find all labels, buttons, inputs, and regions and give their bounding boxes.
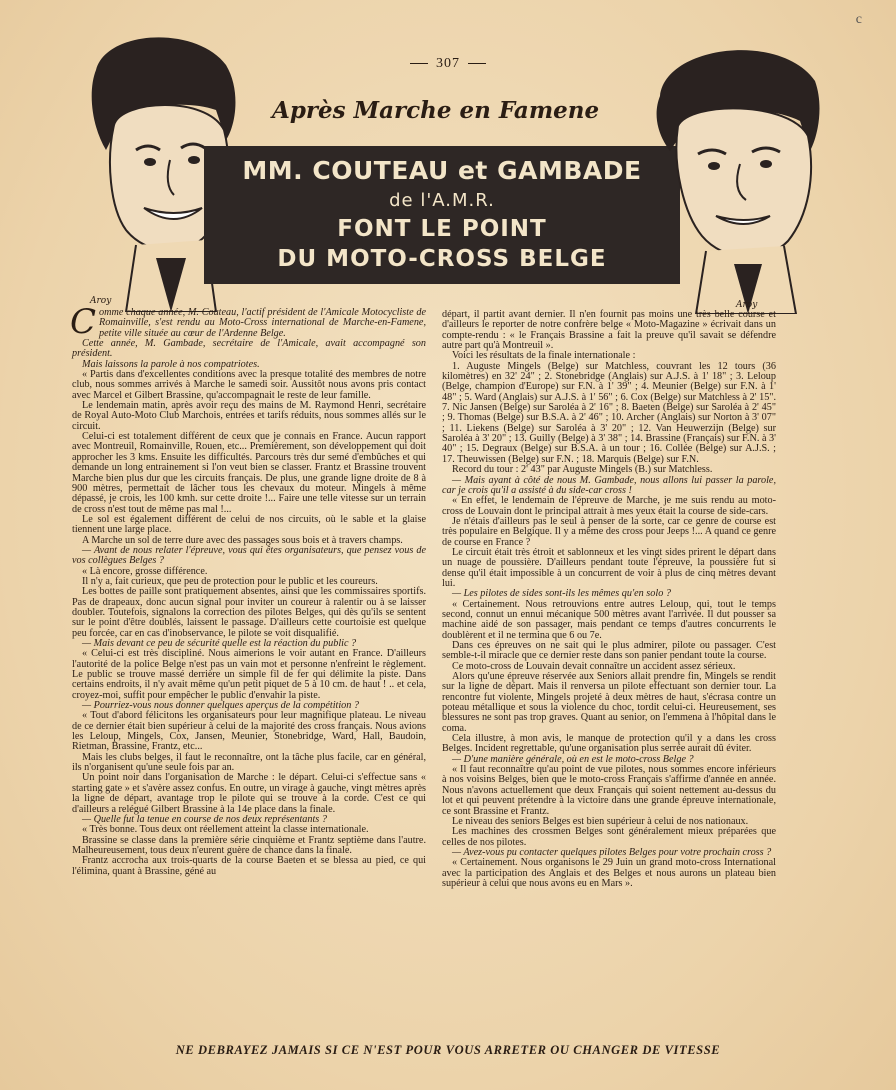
paragraph-text: « Il faut reconnaître qu'au point de vue pilotes, nous sommes encore inférieurs à nos voisins Belges, bien que le moto-cross Français s'affirme d'année en année. Nous n'avons actuellement que deux Français qui soient nettement au-dessus du lot et qui peuvent prétendre à la victoire dans une grande épreuve internationale, ce sont Brassine et Frantz. <box>442 764 776 817</box>
drop-cap: C <box>70 302 97 342</box>
article-paragraph <box>442 827 776 848</box>
paragraph-text: Un point noir dans l'organisation de Marche : le départ. Celui-ci s'effectue sans « starting gate » et s'avère assez confus. En outre, un virage à gauche, vingt mètres après la ligne de départ, avantage trop le pilote qui se trouve à la corde. C'est ce qui d'ailleurs a relégué Gilbert Brassine à la 14e place dans la finale. <box>72 772 426 815</box>
signature-right: Aroy <box>736 300 758 310</box>
paragraph-text: « Partis dans d'excellentes conditions avec la presque totalité des membres de notre club, nous sommes arrivés à Marche le samedi soir. Aussitôt nous avons pris contact avec Marcel et Gilbert Brassine, qu'accompagnait le reste de leur famille. <box>72 369 426 401</box>
article-paragraph <box>70 302 426 342</box>
article-paragraph <box>72 587 426 639</box>
article-paragraph <box>442 600 776 641</box>
article-paragraph <box>442 672 776 734</box>
article-paragraph <box>442 734 776 755</box>
paragraph-text: Voici les résultats de la finale internationale : <box>452 350 636 362</box>
paragraph-text: « En effet, le lendemain de l'épreuve de Marche, je me suis rendu au moto-cross de Louvain dont le principal attrait à mes yeux était la course de side-cars. <box>442 495 776 517</box>
paragraph-text: Il n'y a, fait curieux, que peu de protection pour le public et les coureurs. <box>82 575 378 587</box>
article-paragraph <box>442 765 776 817</box>
paragraph-text: Dans ces épreuves on ne sait qui le plus admirer, pilote ou passager. C'est semble-t-il miracle que ce dernier reste dans son panier pendant toute la course. <box>442 640 776 662</box>
paragraph-text: « Celui-ci est très discipliné. Nous aimerions le voir autant en France. D'ailleurs l'autorité de la police Belge n'est pas un vain mot et personne n'enfreint le règlement. Le public se trouve massé derrière un simple fil de fer qui délimite la piste. Dans certains endroits, il n'y avait même qu'un petit piquet de 5 à 10 cm. de haut ! .. et cela, croyez-moi, suffit pour empêcher le public d'envahir la piste. <box>72 648 426 701</box>
paragraph-text: départ, il partit avant dernier. Il n'en fournit pas moins une très belle course et d'ailleurs le reporter de notre confrère belge « Moto-Magazine » écrivait dans un compte-rendu : « le Français Brassine a fait la preuve qu'il savait se défendre autre part qu'à Montreuil ». <box>442 309 776 352</box>
article-paragraph <box>72 370 426 401</box>
article-column-left <box>70 302 426 889</box>
paragraph-text: Les bottes de paille sont pratiquement absentes, ainsi que les commissaires sportifs. Pas de drapeaux, donc aucun signal pour inviter un coureur à ralentir ou à se laisser doubler. Toutefois, signalons la correction des pilotes Belges, qui dès qu'ils se sentent sur le point d'être doublés, laissent le passage. D'ailleurs cette courtoisie est quelque peu forcée, car en cas d'inobservance, le pilote se voit disqualifié. <box>72 586 426 639</box>
article-paragraph <box>72 649 426 701</box>
article-paragraph <box>442 641 776 662</box>
paragraph-text: omme chaque année, M. Couteau, l'actif président de l'Amicale Motocycliste de Romainville, s'est rendu au Moto-Cross international de Marche-en-Famene, petite ville située au cœur de l'Ardenne Belge. <box>99 307 426 339</box>
headline-line-1: MM. COUTEAU et GAMBADE <box>242 156 642 185</box>
paragraph-text: Le lendemain matin, après avoir reçu des mains de M. Raymond Henri, secrétaire de Royal Auto-Moto Club Marchois, entrées et tarifs réduits, nous sommes allés sur le circuit. <box>72 400 426 432</box>
paragraph-text: Le niveau des seniors Belges est bien supérieur à celui de nos nationaux. <box>452 815 749 827</box>
paragraph-text: Les machines des crossmen Belges sont généralement mieux préparées que celles de nos pilotes. <box>442 826 776 848</box>
paragraph-text: « Là encore, grosse différence. <box>82 565 208 577</box>
article-paragraph <box>72 773 426 814</box>
paragraph-text: Cette année, M. Gambade, secrétaire de l'Amicale, avait accompagné son président. <box>72 338 426 360</box>
article-paragraph <box>442 362 776 465</box>
headline-line-2: de l'A.M.R. <box>389 190 495 211</box>
paragraph-text: Le sol est également différent de celui de nos circuits, où le sable et la glaise tiennent une large place. <box>72 513 426 536</box>
page-number: 307 <box>436 56 460 71</box>
article-paragraph <box>72 711 426 752</box>
article-paragraph <box>72 401 426 432</box>
paragraph-text: Alors qu'une épreuve réservée aux Seniors allait prendre fin, Mingels se rendit sur la ligne de départ. Mais il renversa un pilote effectuant son dernier tour. La rencontre fut violente, Mingels projeté à deux mètres de haut, s'écrasa contre un poteau métallique et sous la violence du choc, tordit celui-ci. Heureusement, ses blessures ne sont pas trop graves. Quant au senior, on l'emmena à l'hôpital dans le coma. <box>442 671 776 734</box>
article-paragraph <box>72 856 426 877</box>
headline-banner <box>204 146 680 284</box>
paragraph-text: Je n'étais d'ailleurs pas le seul à penser de la sorte, car ce genre de course est très populaire en Belgique. Il y a même des cross pour Jeeps !... A quand ce genre de course en France ? <box>442 515 776 548</box>
article-paragraph <box>442 496 776 517</box>
paragraph-text: — Pourriez-vous nous donner quelques aperçus de la compétition ? <box>82 700 360 712</box>
paragraph-text: — Quelle fut la tenue en course de nos deux représentants ? <box>82 813 327 825</box>
footer-slogan: NE DEBRAYEZ JAMAIS SI CE N'EST POUR VOUS ARRETER OU CHANGER DE VITESSE <box>175 1043 721 1057</box>
article-paragraph <box>442 310 776 351</box>
article-paragraph <box>442 476 776 497</box>
paragraph-text: Brassine se classe dans la première série cinquième et Frantz septième dans l'autre. Malheureusement, tous deux n'eurent guère de chance dans la finale. <box>72 834 426 856</box>
article-paragraph <box>442 548 776 589</box>
paragraph-text: — Avez-vous pu contacter quelques pilotes Belges pour votre prochain cross ? <box>452 846 772 858</box>
article-paragraph <box>72 546 426 567</box>
signature-left: Aroy <box>90 296 112 306</box>
article-paragraph <box>72 339 426 360</box>
header-title: Après Marche en Famene <box>272 97 600 124</box>
paragraph-text: « Tout d'abord félicitons les organisateurs pour leur magnifique plateau. Le niveau de ce dernier était bien supérieur à celui de la majorité des cross français. Nous avions les Leloup, Mingels, Cox, Jansen, Meunier, Stonebridge, Ward, Hall, Baudoin, Rietman, Brassine, Frantz, etc... <box>72 710 426 753</box>
paragraph-text: Le circuit était très étroit et sablonneux et les vingt sides prirent le départ dans un nuage de poussière. D'ailleurs pendant toute l'épreuve, la poussière fut si dense qu'il était impossible à un concurrent de voir à plus de cinq mètres devant lui. <box>442 546 776 589</box>
paragraph-text: Record du tour : 2' 43" par Auguste Mingels (B.) sur Matchless. <box>452 464 713 476</box>
paragraph-text: — Mais ayant à côté de nous M. Gambade, nous allons lui passer la parole, car je crois qu'il a assisté à du side-car cross ! <box>442 474 776 496</box>
paragraph-text: « Très bonne. Tous deux ont réellement atteint la classe internationale. <box>82 824 369 836</box>
headline-line-3: FONT LE POINT <box>337 216 547 242</box>
article-paragraph <box>72 836 426 857</box>
paragraph-text: — Mais devant ce peu de sécurité quelle est la réaction du public ? <box>82 638 357 649</box>
article-paragraph <box>442 517 776 548</box>
paragraph-text: — Les pilotes de sides sont-ils les mêmes qu'en solo ? <box>452 588 671 600</box>
paragraph-text: — D'une manière générale, où en est le moto-cross Belge ? <box>452 753 694 765</box>
paragraph-text: A Marche un sol de terre dure avec des passages sous bois et à travers champs. <box>82 534 403 546</box>
article-paragraph <box>72 432 426 515</box>
article-paragraph <box>72 753 426 774</box>
article-paragraph <box>72 515 426 536</box>
dash-right <box>468 63 486 64</box>
paragraph-text: 1. Auguste Mingels (Belge) sur Matchless, couvrant les 12 tours (36 kilomètres) en 32' 24" ; 2. Stonebridge (Anglais) sur A.J.S. à 1' 18" ; 3. Leloup (Belge, champion d'Europe) sur F.N. à 1' 39" ; 4. Meunier (Belge) sur F.N. à 1' 48" ; 5. Ward (Anglais) sur A.J.S. à 1' 56" ; 6. Cox (Belge) sur Matchless à 2' 15". 7. Nic Jansen (Belge) sur Saroléa à 2' 16" ; 8. Baeten (Belge) sur Saroléa à 2' 45" ; 9. Thomas (Belge) sur B.S.A. à 2' 46" ; 10. Archer (Anglais) sur Norton à 3' 07" ; 11. Liekens (Belge) sur Saroléa à 3' 20" ; 12. Van Heuwerzijn (Belge) sur Saroléa à 3' 20" ; 13. Guilly (Belge) à 3' 38" ; 14. Brassine (Français) sur F.N. à 3' 40" ; 15. Degraux (Belge) sur B.S.A. à un tour ; 16. Collée (Belge) sur A.J.S. ; 17. Theuwissen (Belge) sur F.N. ; 18. Marquis (Belge) sur F.N. <box>442 360 776 465</box>
dash-left <box>410 63 428 64</box>
headline-line-4: DU MOTO-CROSS BELGE <box>277 246 607 272</box>
paragraph-text: Ce moto-cross de Louvain devait connaître un accident assez sérieux. <box>452 660 736 672</box>
paragraph-text: — Avant de nous relater l'épreuve, vous qui êtes organisateurs, que pensez vous de vos collègues Belges ? <box>72 544 426 567</box>
paragraph-text: Frantz accrocha aux trois-quarts de la course Baeten et se blessa au pied, ce qui l'élimina, quant à Brassine, géné au <box>72 855 426 877</box>
paragraph-text: Celui-ci est totalement différent de ceux que je connais en France. Aucun rapport avec Montreuil, Romainville, Rouen, etc... Premièrement, son développement qui doit approcher les 3 kms. Ensuite les difficultés. Parcours très dur semé d'embûches et qui demande un long entrainement si l'on veut bien se classer. Frantz et Brassine trouvent Marche bien plus dur que les circuits français. De plus, une grande ligne droite de 8 à 900 mètres, permettait de lâcher tous les chevaux du moteur. Mingels à même dépassé, je crois, les 100 kmh. sur cette droite !... Faire une telle vitesse sur un terrain de cross n'est tout de même pas mal !... <box>72 431 426 515</box>
caricature-right-portrait <box>640 36 824 314</box>
article-paragraph <box>442 858 776 889</box>
paragraph-text: Cela illustre, à mon avis, le manque de protection qu'il y a dans les cross Belges. Incident regrettable, qu'une organisation plus serrée aurait dû éviter. <box>442 733 776 755</box>
article-column-right <box>442 308 776 889</box>
paragraph-text: Mais les clubs belges, il faut le reconnaître, ont la tâche plus facile, car en général, ils n'organisent qu'une seule fois par an. <box>72 751 426 774</box>
paragraph-text: Mais laissons la parole à nos compatriotes. <box>82 358 260 370</box>
paragraph-text: « Certainement. Nous retrouvions entre autres Leloup, qui, tout le temps second, connut un ennui mécanique 500 mètres avant l'arrivée. Il dut pousser sa machine aidé de son passager, mais pendant ce temps d'autres concurrents le doublèrent et il ne termina que 6 ou 7e. <box>442 598 776 641</box>
corner-mark: c <box>855 12 862 27</box>
paragraph-text: « Certainement. Nous organisons le 29 Juin un grand moto-cross International avec la participation des Anglais et des Belges et nous aurons un plateau bien supérieur à celui que nous avons eu en Mars ». <box>442 857 776 889</box>
